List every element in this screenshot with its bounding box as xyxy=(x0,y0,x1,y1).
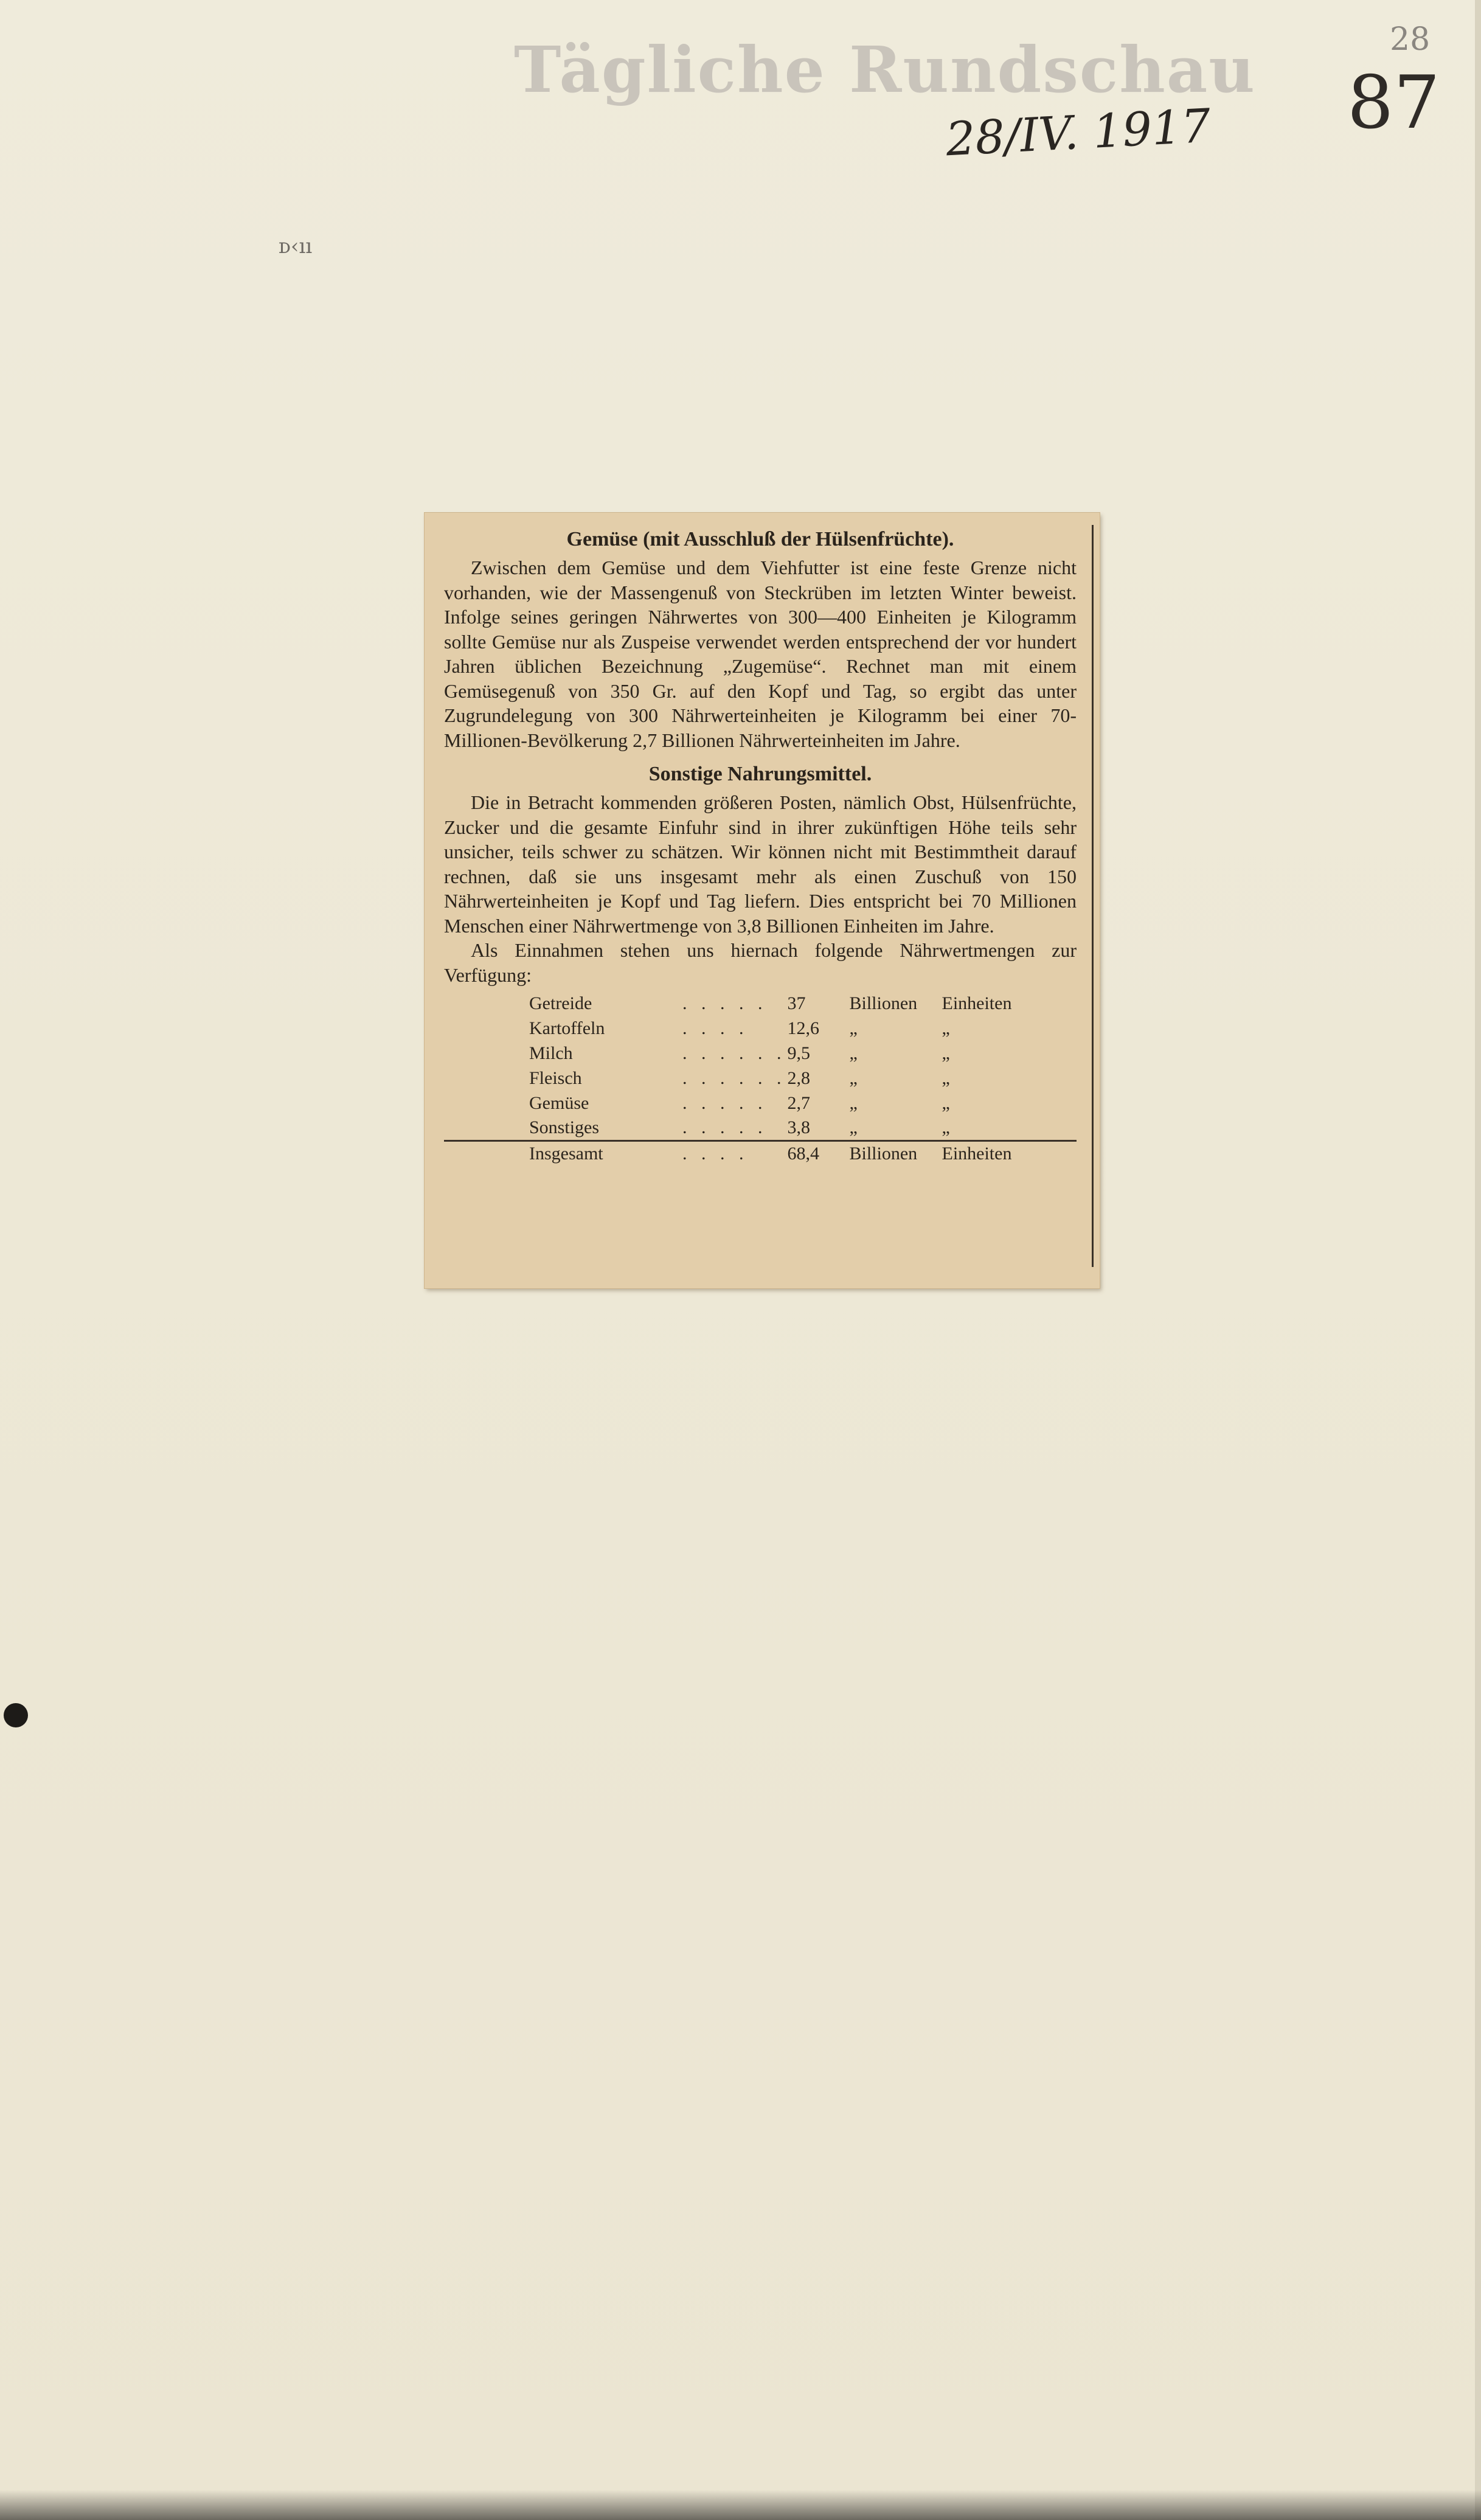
table-cell-value: 9,5 xyxy=(787,1043,810,1063)
table-cell-unit: Billionen xyxy=(849,993,918,1013)
table-cell-leader-dots: . . . . xyxy=(682,1140,787,1165)
table-row xyxy=(444,1066,1077,1091)
table-cell-category: Sonstiges xyxy=(529,1117,600,1137)
table-cell-unit: Einheiten xyxy=(942,1140,1077,1165)
newspaper-stamp: Tägliche Rundschau xyxy=(514,32,1256,107)
sheet-right-edge xyxy=(1475,0,1481,2520)
table-cell-unit: „ xyxy=(942,1067,950,1088)
table-row xyxy=(444,1041,1077,1066)
table-cell-unit: „ xyxy=(942,1018,950,1038)
table-cell-value: 12,6 xyxy=(787,1018,819,1038)
table-cell-unit: „ xyxy=(849,1092,858,1113)
sheet-edge-mark xyxy=(4,1703,28,1727)
table-cell-value: 2,7 xyxy=(787,1092,810,1113)
table-cell-category: Kartoffeln xyxy=(529,1018,605,1038)
table-cell-category: Milch xyxy=(529,1043,573,1063)
table-cell-leader-dots: . . . . . . xyxy=(682,1043,786,1063)
table-cell-unit: „ xyxy=(849,1043,858,1063)
table-cell-unit: „ xyxy=(942,1092,950,1113)
table-cell-category: Gemüse xyxy=(529,1092,589,1113)
table-cell-value: 37 xyxy=(787,993,806,1013)
table-cell-leader-dots: . . . . . xyxy=(682,993,768,1013)
table-cell-category: Insgesamt xyxy=(444,1140,682,1165)
table-cell-unit: „ xyxy=(849,1067,858,1088)
table-cell-leader-dots: . . . . . . xyxy=(682,1067,786,1088)
table-cell-category: Fleisch xyxy=(529,1067,582,1088)
column-rule xyxy=(1092,525,1094,1267)
table-cell-unit: Einheiten xyxy=(942,993,1012,1013)
table-cell-leader-dots: . . . . . xyxy=(682,1117,768,1137)
table-cell-value: 2,8 xyxy=(787,1067,810,1088)
section-heading-other-food: Sonstige Nahrungsmittel. xyxy=(648,763,872,785)
table-cell-unit: „ xyxy=(942,1043,950,1063)
table-cell-unit: „ xyxy=(849,1018,858,1038)
paragraph-intro-table: Als Einnahmen stehen uns hiernach folgende Nährwertmengen zur Verfügung: xyxy=(444,939,1077,986)
handwritten-date: 28/IV. 1917 xyxy=(944,98,1212,167)
ink-smudge: ᴅ‹ıı xyxy=(279,234,313,259)
newspaper-clipping xyxy=(425,513,1100,1288)
paragraph-vegetables: Zwischen dem Gemüse und dem Viehfutter ist eine feste Grenze nicht vorhanden, wie der Massengenuß von Steckrüben im letzten Winter beweist. Infolge seines geringen Nährwertes von 300—400 Einheiten je Kilogramm sollte Gemüse nur als Zuspeise verwendet werden entsprechend der vor hundert Jahren üblichen Bezeichnung „Zugemüse“. Rechnet man mit einem Gemüsegenuß von 350 Gr. auf den Kopf und Tag, so ergibt das unter Zugrundelegung von 300 Nährwerteinheiten je Kilogramm bei einer 70-Millionen-Bevölkerung 2,7 Billionen Nährwerteinheiten im Jahre. xyxy=(444,557,1077,751)
handwritten-page-number: 87 xyxy=(1347,61,1440,145)
table-cell-leader-dots: . . . . . xyxy=(682,1092,768,1113)
table-row xyxy=(444,1091,1077,1116)
nutrient-table xyxy=(444,991,1077,1165)
table-cell-value: 3,8 xyxy=(787,1117,810,1137)
table-row xyxy=(444,991,1077,1016)
sheet-bottom-shadow xyxy=(0,2490,1481,2520)
table-row xyxy=(444,1016,1077,1041)
table-cell-unit: Billionen xyxy=(849,1140,942,1165)
table-cell-value: 68,4 xyxy=(787,1140,849,1165)
corner-pencil-number: 28 xyxy=(1390,21,1431,58)
table-total-row xyxy=(444,1140,1077,1165)
table-row xyxy=(444,1116,1077,1140)
table-cell-category: Getreide xyxy=(529,993,592,1013)
paragraph-other-food: Die in Betracht kommenden größeren Posten, nämlich Obst, Hülsenfrüchte, Zucker und die gesamte Einfuhr sind in ihrer zukünftigen Höhe teils sehr unsicher, teils schwer zu schätzen. Wir können nicht mit Bestimmtheit darauf rechnen, daß sie uns insgesamt mehr als einen Zuschuß von 150 Nährwerteinheiten je Kopf und Tag liefern. Dies entspricht bei 70 Millionen Menschen einer Nährwertmenge von 3,8 Billionen Einheiten im Jahre. xyxy=(444,791,1077,937)
table-cell-unit: „ xyxy=(849,1117,858,1137)
table-cell-unit: „ xyxy=(942,1117,950,1137)
table-cell-leader-dots: . . . . xyxy=(682,1018,749,1038)
section-heading-vegetables: Gemüse (mit Ausschluß der Hülsenfrüchte). xyxy=(566,528,954,550)
